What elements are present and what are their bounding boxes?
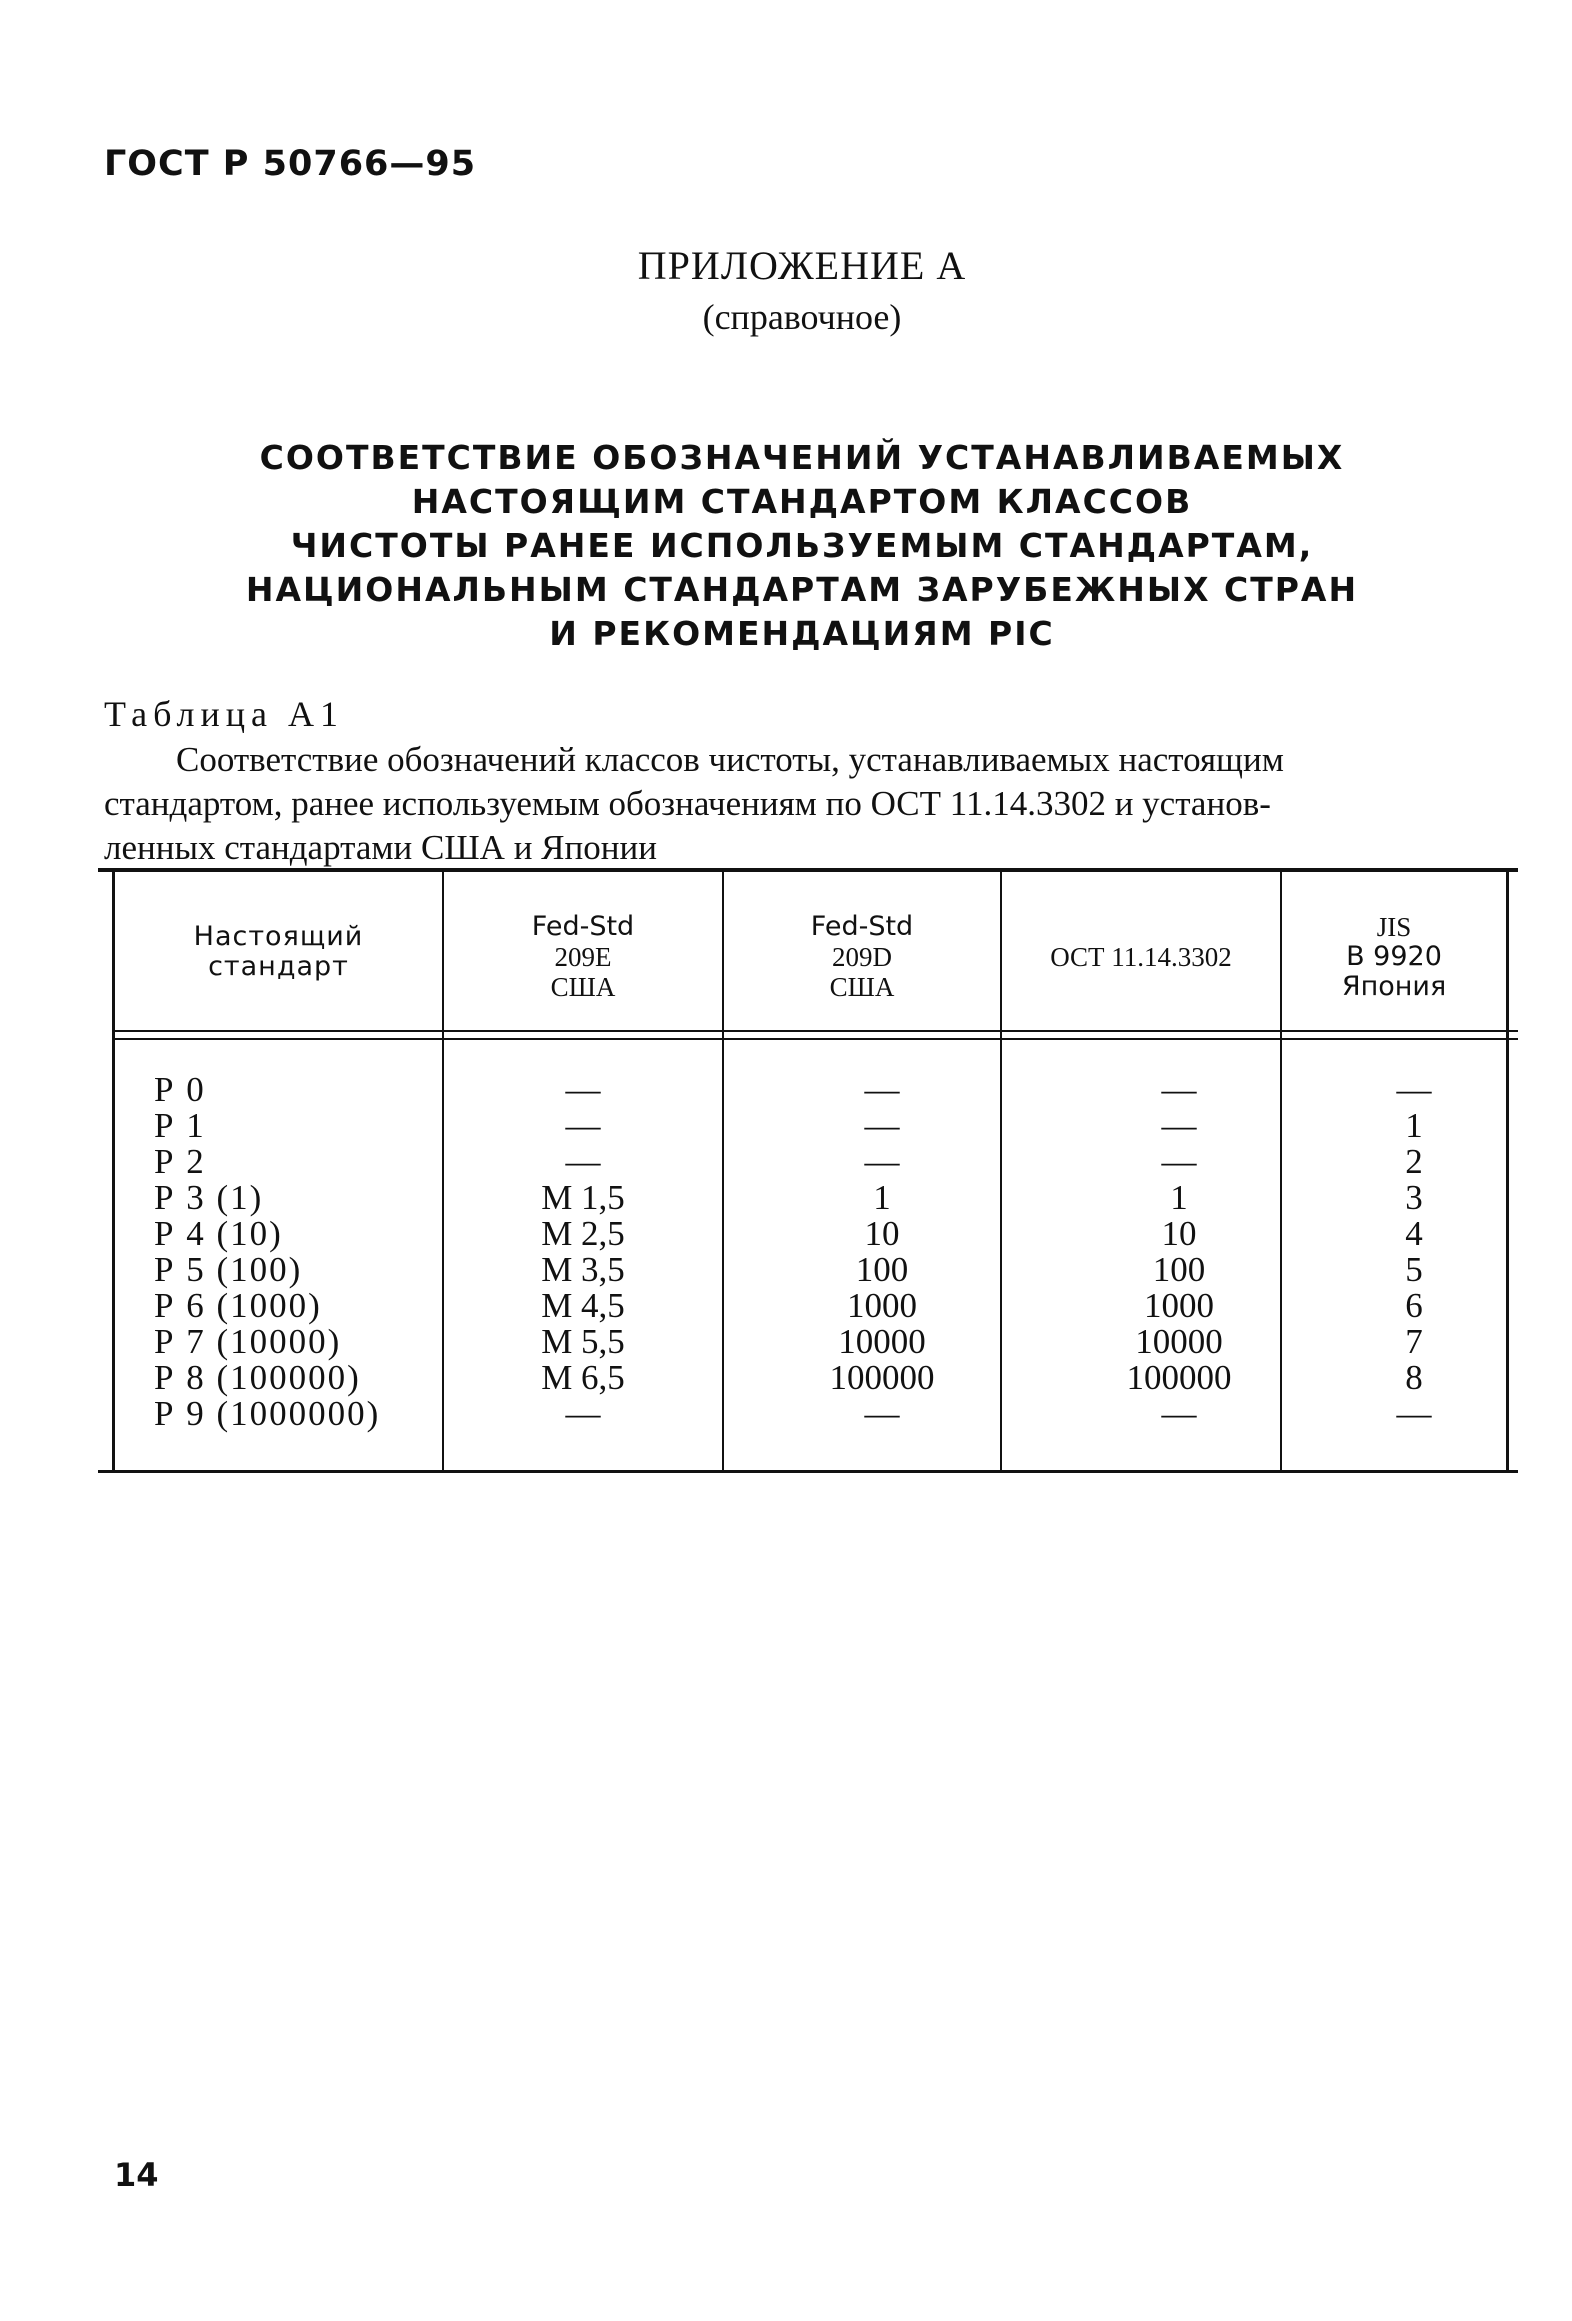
header-line: ОСТ 11.14.3302 (1050, 942, 1232, 972)
table-cell: Р 7 (10000) (154, 1322, 342, 1361)
table-cell: 3 (1405, 1178, 1423, 1217)
document-code: ГОСТ Р 50766—95 (104, 144, 477, 184)
table-cell: М 4,5 (541, 1286, 625, 1325)
table-header-rule (112, 1030, 1518, 1032)
table-column-ost (1040, 1072, 1318, 1432)
table-header-fed-std-209d (724, 912, 1000, 1002)
table-cell: 6 (1405, 1286, 1423, 1325)
table-cell: М 6,5 (541, 1358, 625, 1397)
table-cell: 100000 (829, 1358, 935, 1397)
table-cell: — (864, 1142, 900, 1181)
table-header-jis (1282, 912, 1506, 1002)
table-column-current-standard (154, 1072, 380, 1432)
table-cell: 10 (864, 1214, 900, 1253)
main-title (0, 436, 1572, 656)
table-cell: Р 6 (1000) (154, 1286, 322, 1325)
header-line: Япония (1341, 971, 1447, 1002)
table-cell: Р 8 (100000) (154, 1358, 361, 1397)
table-header-rule (112, 1038, 1518, 1040)
table-cell: 10000 (1135, 1322, 1223, 1361)
table-top-rule (98, 868, 1518, 872)
table-header-fed-std-209e (444, 912, 722, 1002)
table-cell: М 5,5 (541, 1322, 625, 1361)
table-cell: — (864, 1106, 900, 1145)
table-cell: 1000 (847, 1286, 917, 1325)
header-line: Fed-Std (810, 911, 914, 942)
table-cell: 5 (1405, 1250, 1423, 1289)
table-cell: 10000 (838, 1322, 926, 1361)
table-cell: Р 0 (154, 1070, 206, 1109)
header-line: Настоящий (193, 921, 364, 952)
table-header-current-standard (115, 922, 442, 982)
header-line: B 9920 (1346, 941, 1442, 972)
page-number: 14 (114, 2156, 159, 2194)
table-cell: — (1161, 1394, 1197, 1433)
table-caption (104, 738, 1504, 870)
table-cell: — (1161, 1142, 1197, 1181)
table-cell: 8 (1405, 1358, 1423, 1397)
table-cell: — (565, 1394, 601, 1433)
header-line: стандарт (208, 951, 349, 982)
header-line: 209E (554, 942, 612, 972)
main-title-line: СООТВЕТСТВИЕ ОБОЗНАЧЕНИЙ УСТАНАВЛИВАЕМЫХ (259, 438, 1345, 477)
table-cell: 7 (1405, 1322, 1423, 1361)
table-cell: 1 (873, 1178, 891, 1217)
appendix-title: ПРИЛОЖЕНИЕ А (637, 243, 967, 288)
caption-line: Соответствие обозначений классов чистоты, устанавливаемых настоящим (176, 740, 1284, 779)
table-cell: — (864, 1070, 900, 1109)
table-label: Таблица А1 (104, 694, 344, 734)
header-line: США (550, 972, 616, 1002)
table-cell: — (1161, 1106, 1197, 1145)
table-cell: 10 (1161, 1214, 1197, 1253)
main-title-line: ЧИСТОТЫ РАНЕЕ ИСПОЛЬЗУЕМЫМ СТАНДАРТАМ, (290, 526, 1314, 565)
table-header-ost (1002, 942, 1280, 972)
table-cell: 100000 (1126, 1358, 1232, 1397)
appendix-subtitle: (справочное) (702, 297, 902, 337)
table-cell: М 3,5 (541, 1250, 625, 1289)
table-column-fed-std-209e (444, 1072, 722, 1432)
table-cell: — (864, 1394, 900, 1433)
caption-line: стандартом, ранее используемым обозначениям по ОСТ 11.14.3302 и установ- (104, 784, 1271, 823)
header-line: 209D (832, 942, 892, 972)
table-cell: 100 (1152, 1250, 1206, 1289)
header-line: США (829, 972, 895, 1002)
table-cell: Р 1 (154, 1106, 206, 1145)
table-cell: М 2,5 (541, 1214, 625, 1253)
table-cell: 1 (1170, 1178, 1188, 1217)
table-cell: 1000 (1144, 1286, 1214, 1325)
table-cell: — (1396, 1070, 1432, 1109)
table-cell: Р 5 (100) (154, 1250, 303, 1289)
table-cell: 1 (1405, 1106, 1423, 1145)
table-cell: — (565, 1142, 601, 1181)
table-bottom-rule (98, 1470, 1518, 1473)
table-cell: 2 (1405, 1142, 1423, 1181)
table-cell: 4 (1405, 1214, 1423, 1253)
main-title-line: НАСТОЯЩИМ СТАНДАРТОМ КЛАССОВ (411, 482, 1193, 521)
table-column-jis (1302, 1072, 1526, 1432)
header-line: Fed-Std (531, 911, 635, 942)
main-title-line: НАЦИОНАЛЬНЫМ СТАНДАРТАМ ЗАРУБЕЖНЫХ СТРАН (245, 570, 1359, 609)
table-cell: М 1,5 (541, 1178, 625, 1217)
main-title-line: И РЕКОМЕНДАЦИЯМ PIC (549, 614, 1055, 653)
header-line: JIS (1376, 912, 1412, 942)
table-cell: Р 4 (10) (154, 1214, 283, 1253)
table-cell: — (1396, 1394, 1432, 1433)
table-cell: — (1161, 1070, 1197, 1109)
table-cell: Р 9 (1000000) (154, 1394, 381, 1433)
table-cell: — (565, 1070, 601, 1109)
table-column-fed-std-209d (744, 1072, 1020, 1432)
table-cell: 100 (855, 1250, 909, 1289)
caption-line: ленных стандартами США и Японии (104, 828, 657, 867)
table-cell: Р 2 (154, 1142, 206, 1181)
table-cell: Р 3 (1) (154, 1178, 264, 1217)
table-cell: — (565, 1106, 601, 1145)
